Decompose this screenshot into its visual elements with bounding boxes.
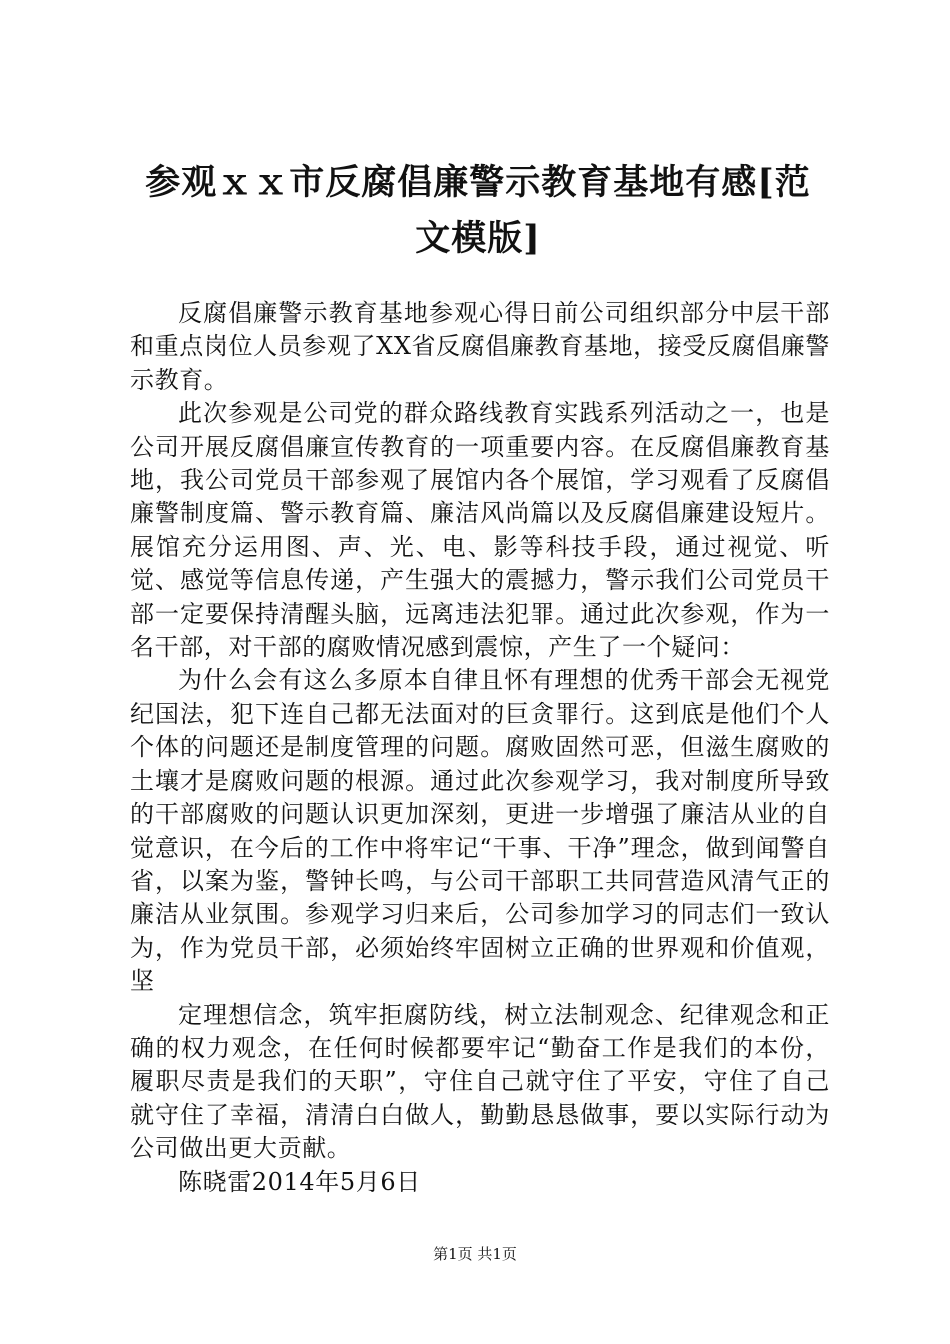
- document-title: 参观ｘｘ市反腐倡廉警示教育基地有感[范文模版]: [145, 162, 811, 259]
- paragraph-2: 此次参观是公司党的群众路线教育实践系列活动之一，也是公司开展反腐倡廉宣传教育的一项重要内容。在反腐倡廉教育基地，我公司党员干部参观了展馆内各个展馆，学习观看了反腐倡廉警制度篇、警示教育篇、廉洁风尚篇以及反腐倡廉建设短片。展馆充分运用图、声、光、电、影等科技手段，通过视觉、听觉、感觉等信息传递，产生强大的震撼力，警示我们公司党员干部一定要保持清醒头脑，远离违法犯罪。通过此次参观，作为一名干部，对干部的腐败情况感到震惊，产生了一个疑问：: [130, 399, 830, 662]
- document-body: [130, 297, 830, 1199]
- paragraph-4: 定理想信念，筑牢拒腐防线，树立法制观念、纪律观念和正确的权力观念，在任何时候都要牢记“勤奋工作是我们的本份，履职尽责是我们的天职”，守住自己就守住了平安，守住了自己就守住了幸福，清清白白做人，勤勤恳恳做事，要以实际行动为公司做出更大贡献。: [130, 1000, 830, 1163]
- paragraph-3: 为什么会有这么多原本自律且怀有理想的优秀干部会无视党纪国法，犯下连自己都无法面对的巨贪罪行。这到底是他们个人个体的问题还是制度管理的问题。腐败固然可恶，但滋生腐败的土壤才是腐败问题的根源。通过此次参观学习，我对制度所导致的干部腐败的问题认识更加深刻，更进一步增强了廉洁从业的自觉意识，在今后的工作中将牢记“干事、干净”理念，做到闻警自省，以案为鉴，警钟长鸣，与公司干部职工共同营造风清气正的廉洁从业氛围。参观学习归来后，公司参加学习的同志们一致认为，作为党员干部，必须始终牢固树立正确的世界观和价值观，坚: [130, 666, 830, 996]
- paragraph-1: 反腐倡廉警示教育基地参观心得日前公司组织部分中层干部和重点岗位人员参观了XX省反腐倡廉教育基地，接受反腐倡廉警示教育。: [130, 299, 830, 394]
- signature-line: 陈晓雷2014年5月6日: [178, 1167, 421, 1196]
- page-footer: 第1页 共1页: [433, 1245, 517, 1263]
